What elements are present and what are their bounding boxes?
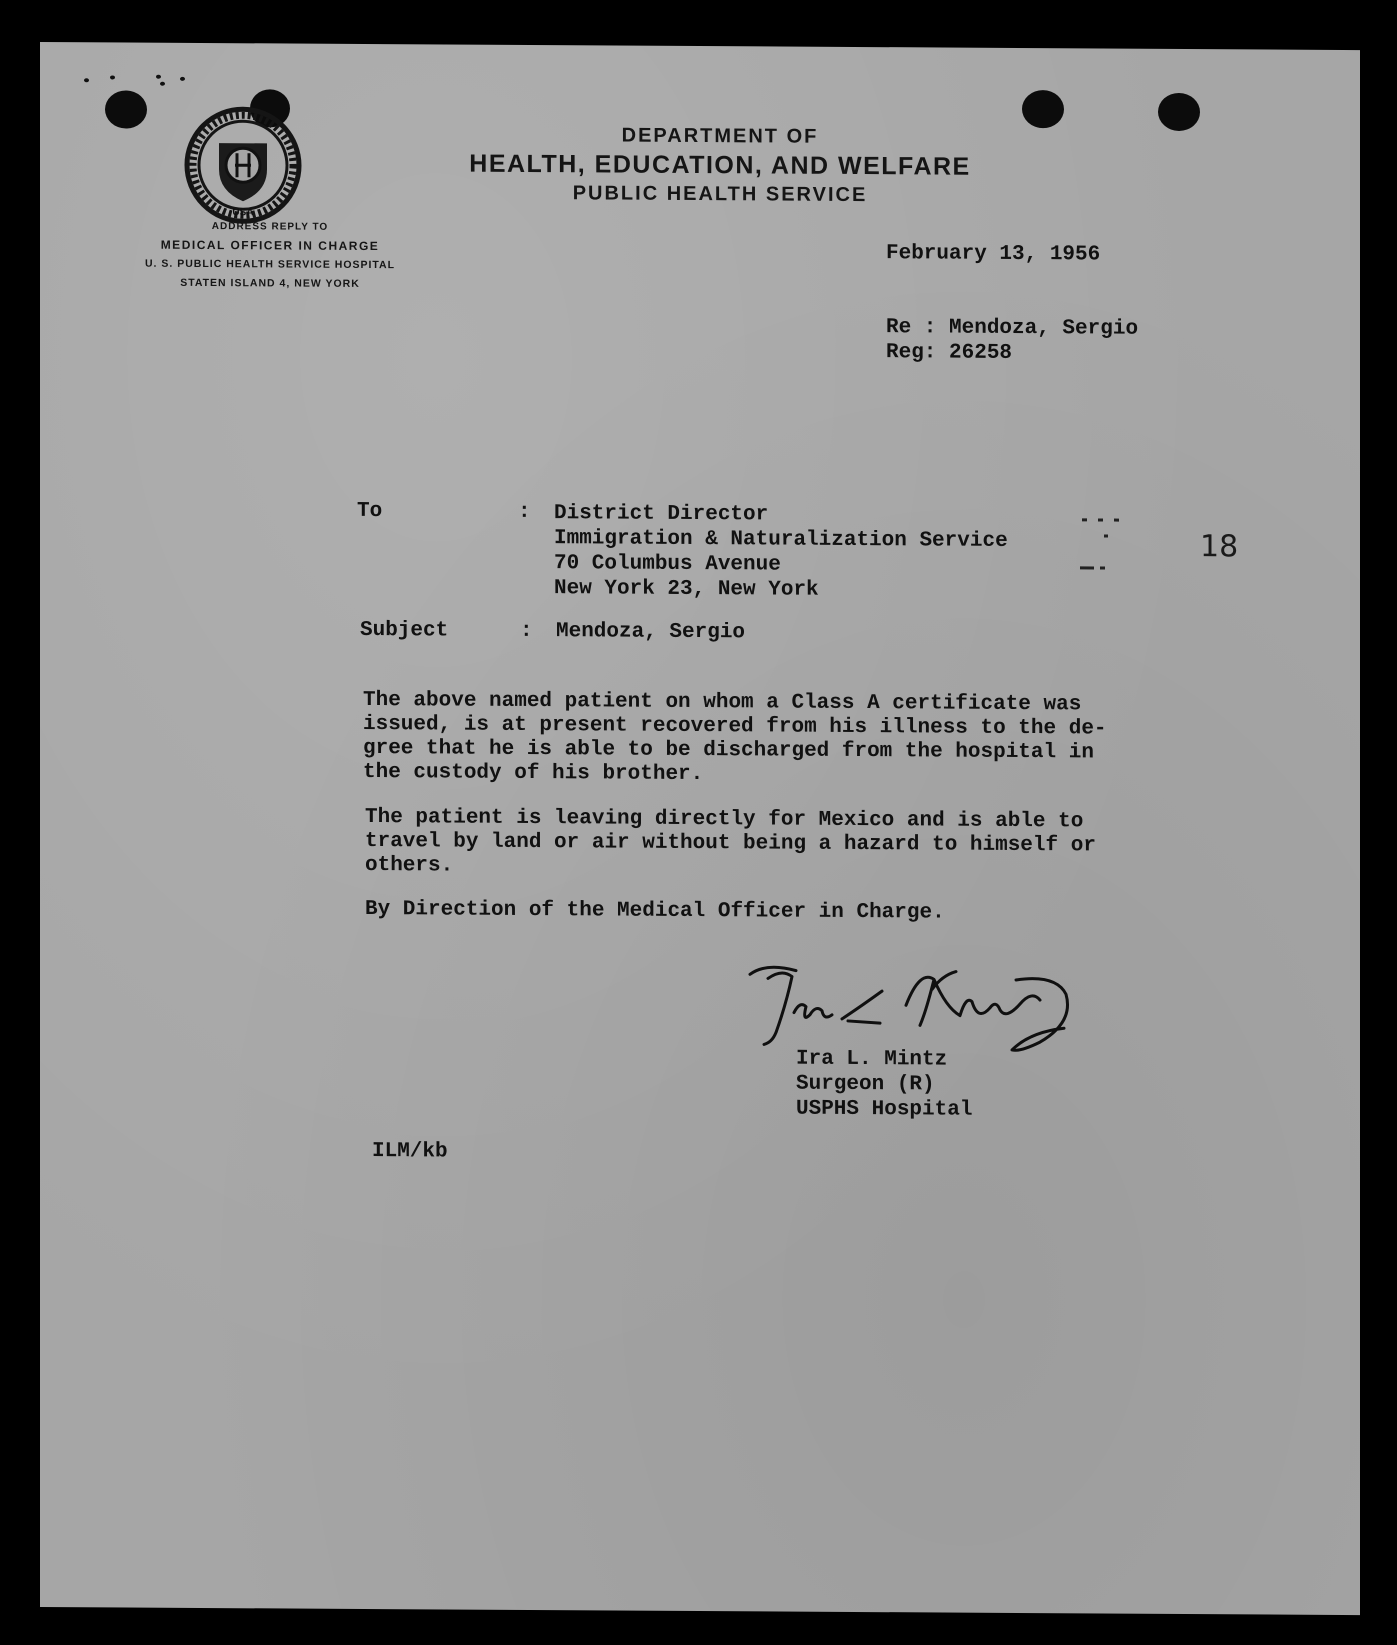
speck [180,77,185,81]
speck [84,78,89,82]
department-seal-icon [183,105,303,226]
margin-mark [1104,534,1108,537]
return-address-line: MEDICAL OFFICER IN CHARGE [160,237,380,254]
return-address-line: STATEN ISLAND 4, NEW YORK [180,276,360,290]
addressee-line: New York 23, New York [554,577,819,602]
signer-title: Surgeon (R) [796,1072,935,1097]
page-number: 18 [1200,529,1239,565]
signer-name: Ira L. Mintz [796,1047,948,1072]
body-line: others. [365,853,454,878]
punch-hole [1158,93,1200,131]
margin-mark [1080,566,1094,569]
subject-colon: : [520,619,533,644]
subject-label: Subject [360,618,449,643]
return-address [110,216,430,294]
typist-initials: ILM/kb [372,1140,448,1164]
body-line: travel by land or air without being a hazard to himself or [365,829,1096,858]
margin-mark [1100,566,1105,569]
punch-hole [105,90,147,128]
to-label: To [357,499,383,524]
handwritten-signature [720,948,1090,1060]
letterhead-line: PUBLIC HEALTH SERVICE [572,182,868,207]
letterhead [370,120,1070,210]
body-paragraph [365,806,1096,882]
letterhead-line: HEALTH, EDUCATION, AND WELFARE [469,149,971,181]
seal-text: USA [232,207,254,219]
subject-value: Mendoza, Sergio [556,620,746,645]
speck [156,75,161,79]
letter-date: February 13, 1956 [886,242,1101,267]
addressee-block [554,501,1008,604]
closing-line: By Direction of the Medical Officer in Charge. [365,897,945,925]
reference-re: Re : Mendoza, Sergio [886,316,1139,341]
margin-mark [1114,519,1119,522]
return-address-line: ADDRESS REPLY TO [211,221,329,233]
letter-page [40,42,1360,1615]
body-line: the custody of his brother. [363,760,704,787]
margin-mark [1098,518,1103,521]
to-colon: : [518,500,531,524]
body-line: The above named patient on whom a Class A certificate was [363,688,1082,717]
reference-reg: Reg: 26258 [886,341,1013,365]
body-line: gree that he is able to be discharged from the hospital in [363,736,1094,765]
signature-block [796,1047,972,1123]
reference-block [886,315,1138,367]
speck [160,82,165,86]
body-paragraph [363,689,1107,790]
punch-hole [1022,90,1064,128]
letterhead-line: DEPARTMENT OF [621,124,819,148]
signer-org: USPHS Hospital [796,1097,973,1122]
speck [110,75,115,79]
body-line: issued, is at present recovered from his illness to the de- [363,712,1107,741]
addressee-line: 70 Columbus Avenue [554,552,781,577]
margin-mark [1082,518,1087,521]
addressee-line: Immigration & Naturalization Service [554,527,1008,553]
addressee-line: District Director [554,502,769,527]
return-address-line: U. S. PUBLIC HEALTH SERVICE HOSPITAL [144,257,396,272]
body-line: The patient is leaving directly for Mexico and is able to [365,805,1084,834]
